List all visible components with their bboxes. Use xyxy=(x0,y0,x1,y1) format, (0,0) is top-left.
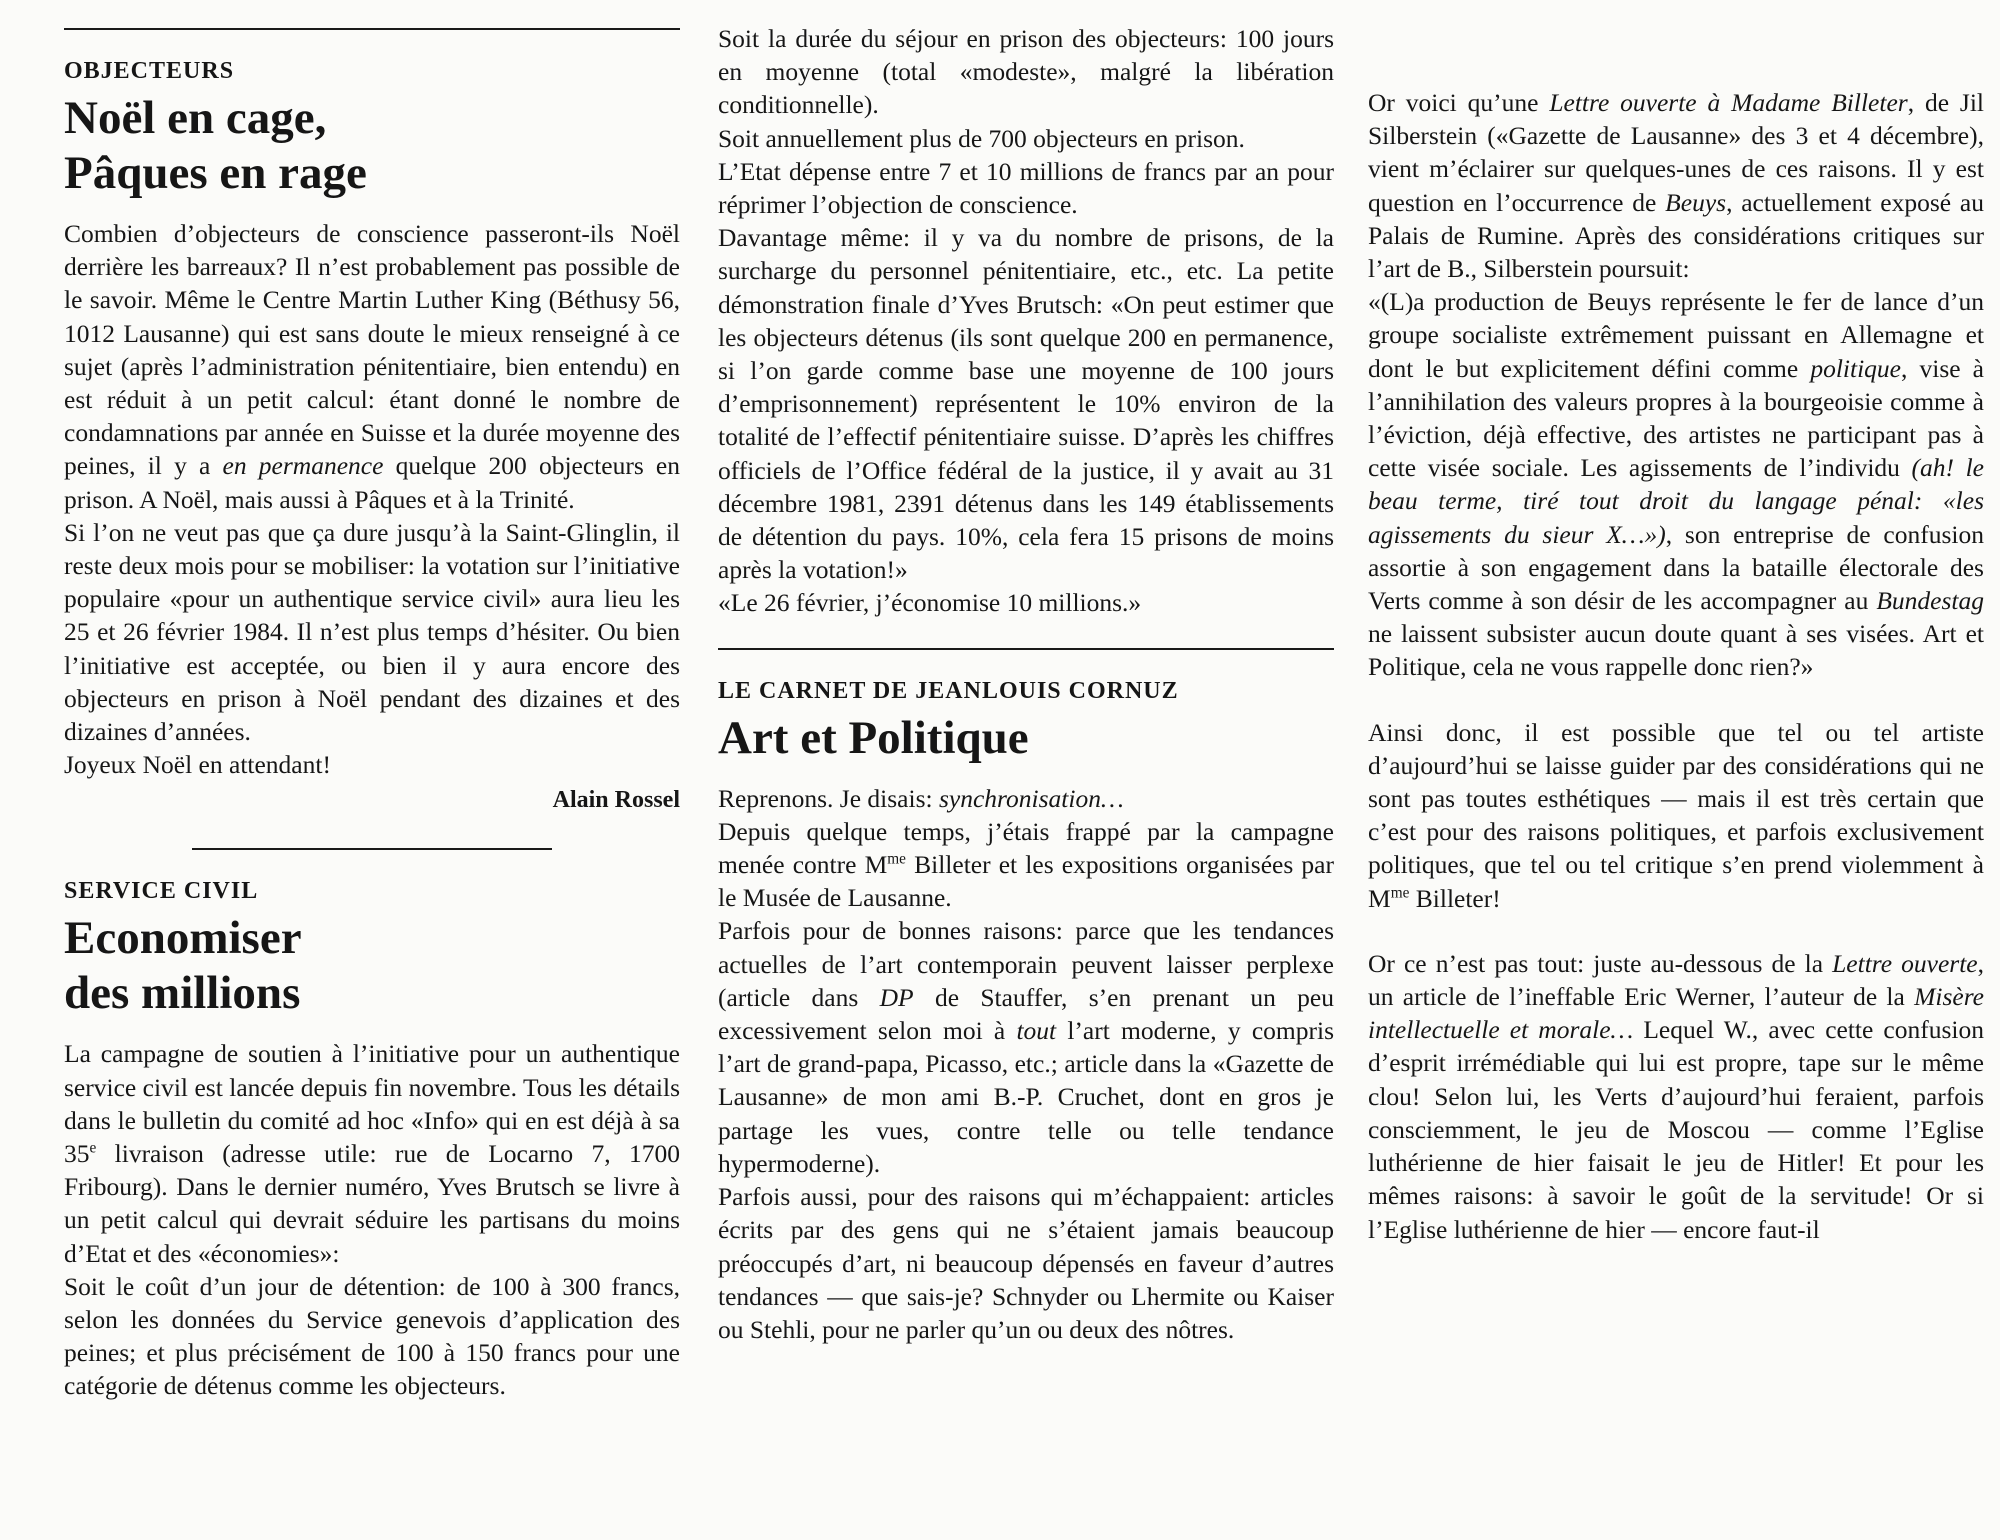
paragraph: Or voici qu’une Lettre ouverte à Madame Billeter, de Jil Silberstein («Gazette de Lausanne» des 3 et 4 décembre), vient m’éclairer sur quelques-unes de ces raisons. Il y est question en l’occurrence de Beuys, actuellement exposé au Palais de Rumine. Après des considérations critiques sur l’art de B., Silberstein poursuit: xyxy=(1368,88,1984,284)
paragraph: L’Etat dépense entre 7 et 10 millions de francs par an pour réprimer l’objection de conscience. xyxy=(718,156,1334,220)
spacer xyxy=(1368,22,1984,86)
paragraph: Soit annuellement plus de 700 objecteurs en prison. xyxy=(718,123,1245,153)
column-2 xyxy=(718,22,1334,1346)
paragraph: Joyeux Noël en attendant! xyxy=(64,750,331,780)
paragraph: La campagne de soutien à l’initiative pour un authentique service civil est lancée depuis fin novembre. Tous les détails dans le bulletin du comité ad hoc «Info» qui en est déjà à sa 35e livraison (adresse utile: rue de Locarno 7, 1700 Fribourg). Dans le dernier numéro, Yves Brutsch se livre à un petit calcul qui devrait séduire les partisans du moins d’Etat et des «économies»: xyxy=(64,1039,680,1268)
top-rule xyxy=(64,28,680,30)
column-3 xyxy=(1368,22,1984,1246)
article-service-civil xyxy=(64,878,680,1402)
section-divider xyxy=(192,848,552,850)
paragraph: «Le 26 février, j’économise 10 millions.» xyxy=(718,588,1142,618)
paragraph: Depuis quelque temps, j’étais frappé par la campagne menée contre $M^{me}$ Billeter et les expositions organisées par le Musée de Lausanne. xyxy=(718,816,1334,913)
article-art-et-politique xyxy=(718,678,1334,1346)
column-1 xyxy=(64,22,680,1403)
paragraph: Parfois pour de bonnes raisons: parce que les tendances actuelles de l’art contemporain peuvent laisser perplexe (article dans DP de Stauffer, s’en prenant un peu excessivement selon moi à tout l’art moderne, y compris l’art de grand-papa, Picasso, etc.; article dans la «Gazette de Lausanne» de mon ami B.-P. Cruchet, dont en gros je partage les vues, contre telle ou telle tendance hypermoderne). xyxy=(718,916,1334,1178)
section-kicker: SERVICE CIVIL xyxy=(64,878,259,905)
article-headline: Art et Politique xyxy=(718,711,1029,764)
headline-line-1: Economiser xyxy=(64,912,302,965)
author-signature: Alain Rossel xyxy=(552,787,680,814)
article-headline xyxy=(64,911,680,1021)
headline-line-2: Pâques en rage xyxy=(64,147,367,199)
paragraph: Si l’on ne veut pas que ça dure jusqu’à la Saint-Glinglin, il reste deux mois pour se mobiliser: la votation sur l’initiative populaire «pour un authentique service civil» aura lieu les 25 et 26 février 1984. Il n’est plus temps d’hésiter. Ou bien l’initiative est acceptée, ou bien il y aura encore des objecteurs en prison à Noël pendant des dizaines et des dizaines d’années. xyxy=(64,517,680,747)
paragraph: Soit la durée du séjour en prison des objecteurs: 100 jours en moyenne (total «modeste», malgré la libération conditionnelle). xyxy=(718,24,1334,120)
headline-line-2: des millions xyxy=(64,967,301,1020)
paragraph: Combien d’objecteurs de conscience passeront-ils Noël derrière les barreaux? Il n’est probablement pas possible de le savoir. Même le Centre Martin Luther King (Béthusy 56, 1012 Lausanne) qui est sans doute le mieux renseigné à ce sujet (après l’administration pénitentiaire, bien entendu) en est réduit à un petit calcul: étant donné le nombre de condamnations par année en Suisse et la durée moyenne des peines, il y a en permanence quelque 200 objecteurs en prison. A Noël, mais aussi à Pâques et à la Trinité. xyxy=(64,219,680,514)
spacer xyxy=(1368,915,1984,947)
headline-line-1: Noël en cage, xyxy=(64,92,327,144)
paragraph: Or ce n’est pas tout: juste au-dessous de la Lettre ouverte, un article de l’ineffable Eric Werner, l’auteur de la Misère intellectuelle et morale… Lequel W., avec cette confusion d’esprit irrémédiable qui lui est propre, tape sur le même clou! Selon lui, les Verts d’aujourd’hui feraient, parfois consciemment, le jeu de Moscou — comme l’Eglise luthérienne de hier faisait le jeu de Hitler! Et pour les mêmes raisons: à savoir le goût de la servitude! Or si l’Eglise luthérienne de hier — encore faut-il xyxy=(1368,948,1984,1244)
paragraph: Reprenons. Je disais: synchronisation… xyxy=(718,783,1124,813)
emphasis: en permanence xyxy=(222,451,384,481)
paragraph: Parfois aussi, pour des raisons qui m’échappaient: articles écrits par des gens qui ne s’étaient jamais beaucoup préoccupés d’art, ni beaucoup dépensés en faveur d’autres tendances — que sais-je? Schnyder ou Lhermite ou Kaiser ou Stehli, pour ne parler qu’un ou deux des nôtres. xyxy=(718,1182,1334,1344)
paragraph: Soit le coût d’un jour de détention: de 100 à 300 francs, selon les données du Service genevois d’application des peines; et plus précisément de 100 à 150 francs pour une catégorie de détenus comme les objecteurs. xyxy=(64,1271,680,1401)
paragraph: Davantage même: il y va du nombre de prisons, de la surcharge du personnel pénitentiaire, etc., etc. La petite démonstration finale d’Yves Brutsch: «On peut estimer que les objecteurs détenus (ils sont quelque 200 en permanence, si l’on garde comme base une moyenne de 100 jours d’emprisonnement) représentent le 10% environ de la totalité de l’effectif pénitentiaire suisse. D’après les chiffres officiels de l’Office fédéral de la justice, il y avait au 31 décembre 1981, 2391 détenus dans les 149 établissements de détention du pays. 10%, cela fera 15 prisons de moins après la votation!» xyxy=(718,223,1334,585)
section-kicker: OBJECTEURS xyxy=(64,58,235,84)
article-objecteurs xyxy=(64,58,680,814)
paragraph: Ainsi donc, il est possible que tel ou tel artiste d’aujourd’hui se laisse guider par des considérations qui ne sont pas toutes esthétiques — mais il est très certain que c’est pour des raisons politiques, et parfois exclusivement politiques, que tel ou tel critique s’en prend violemment à $M^{me}$ Billeter! xyxy=(1368,717,1984,913)
section-kicker: LE CARNET DE JEANLOUIS CORNUZ xyxy=(718,677,1179,704)
quote-paragraph: «(L)a production de Beuys représente le fer de lance d’un groupe socialiste extrêmement puissant en Allemagne et dont le but explicitement défini comme politique, vise à l’annihilation des valeurs propres à la bourgeoisie comme à l’éviction, déjà effective, des artistes ne participant pas à cette visée sociale. Les agissements de l’individu (ah! le beau terme, tiré tout droit du langage pénal: «les agissements du sieur X…»), son entreprise de confusion assortie à son engagement dans la bataille électorale des Verts comme à son désir de les accompagner au Bundestag ne laissent subsister aucun doute quant à ses visées. Art et Politique, cela ne vous rappelle donc rien?» xyxy=(1368,287,1984,682)
article-headline xyxy=(64,91,680,201)
section-divider xyxy=(718,648,1334,650)
spacer xyxy=(1368,684,1984,716)
